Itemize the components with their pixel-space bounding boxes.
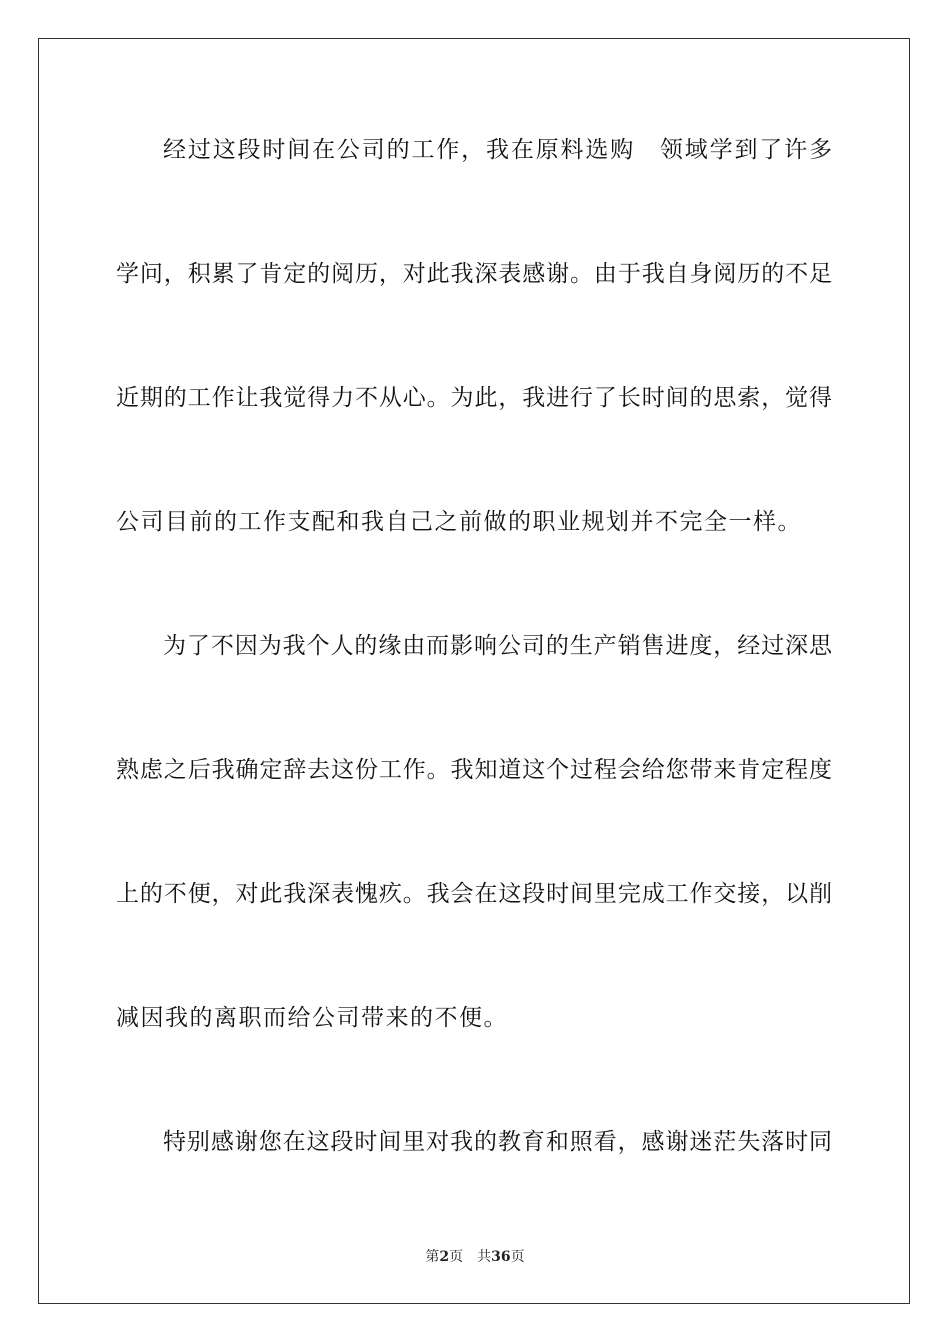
page-border — [38, 38, 910, 1304]
page-number: 2 — [439, 1249, 450, 1265]
paragraph-2-line-1: 为了不因为我个人的缘由而影响公司的生产销售进度，经过深思 — [163, 633, 832, 659]
page-suffix: 页 — [449, 1249, 464, 1265]
total-prefix: 共 — [477, 1249, 492, 1265]
paragraph-2-line-2: 熟虑之后我确定辞去这份工作。我知道这个过程会给您带来肯定程度 — [116, 757, 832, 783]
page-footer — [0, 1248, 950, 1266]
paragraph-1-line-4: 公司目前的工作支配和我自己之前做的职业规划并不完全一样。 — [116, 509, 802, 535]
paragraph-1-line-3: 近期的工作让我觉得力不从心。为此，我进行了长时间的思索，觉得 — [116, 385, 832, 411]
total-suffix: 页 — [510, 1249, 525, 1265]
paragraph-2-line-3: 上的不便，对此我深表愧疚。我会在这段时间里完成工作交接，以削 — [116, 881, 832, 907]
paragraph-2-line-4: 减因我的离职而给公司带来的不便。 — [116, 1005, 508, 1031]
paragraph-3-line-1: 特别感谢您在这段时间里对我的教育和照看，感谢迷茫失落时同 — [163, 1129, 832, 1155]
paragraph-1-line-1: 经过这段时间在公司的工作，我在原料选购 领域学到了许多 — [163, 137, 832, 163]
paragraph-1-line-2: 学问，积累了肯定的阅历，对此我深表感谢。由于我自身阅历的不足 — [116, 261, 832, 287]
total-pages: 36 — [491, 1249, 511, 1265]
page-prefix: 第 — [425, 1249, 440, 1265]
